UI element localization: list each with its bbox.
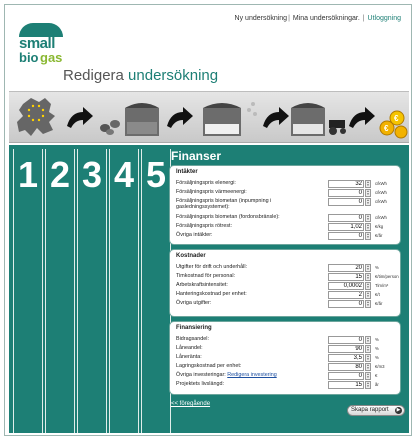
other-income-input[interactable] — [328, 232, 364, 240]
finance-form — [169, 147, 405, 429]
svg-text:€: € — [384, 124, 389, 133]
create-report-label: Skapa rapport — [351, 407, 389, 413]
field-label: Försäljningspris elenergi: — [176, 180, 236, 186]
loan-share-input[interactable] — [328, 345, 364, 353]
logo-word-small: small — [19, 35, 55, 52]
step-2[interactable]: 2 — [45, 149, 75, 433]
financing-row-grant — [176, 336, 398, 345]
field-label: Arbetskraftsintensitet: — [176, 282, 228, 288]
euro-coins-icon — [380, 111, 407, 138]
interest-rate-input[interactable] — [328, 354, 364, 362]
income-row-electricity — [176, 180, 398, 189]
biomethane-fuel-price-input[interactable] — [328, 214, 364, 222]
stepper-down-icon[interactable]: ▼ — [366, 276, 370, 280]
main-panel — [9, 145, 409, 433]
digestate-price-input[interactable] — [328, 223, 364, 231]
storage-cost-input[interactable] — [328, 363, 364, 371]
field-unit: €/tim/person — [375, 274, 399, 279]
stepper-down-icon[interactable]: ▼ — [366, 357, 370, 361]
stepper[interactable] — [365, 189, 371, 197]
stepper-up-icon[interactable]: ▲ — [366, 291, 370, 295]
svg-text:€: € — [394, 114, 399, 123]
costs-row-other — [176, 300, 398, 309]
digester-tank-icon — [125, 103, 159, 136]
stepper-up-icon[interactable]: ▲ — [366, 336, 370, 340]
field-label: Försäljningspris rötrest: — [176, 223, 233, 229]
new-survey-link[interactable]: Ny undersökning — [234, 15, 288, 22]
stepper-up-icon[interactable]: ▲ — [366, 198, 370, 202]
stepper[interactable] — [365, 291, 371, 299]
stepper-down-icon[interactable]: ▼ — [366, 183, 370, 187]
field-label: Låneandel: — [176, 345, 203, 351]
stepper-down-icon[interactable]: ▼ — [366, 294, 370, 298]
stepper[interactable] — [365, 354, 371, 362]
stepper-up-icon[interactable]: ▲ — [366, 180, 370, 184]
stepper-down-icon[interactable]: ▼ — [366, 375, 370, 379]
digester-tank-icon — [291, 103, 325, 136]
stepper-up-icon[interactable]: ▲ — [366, 372, 370, 376]
project-lifetime-input[interactable] — [328, 381, 364, 389]
stepper[interactable] — [365, 381, 371, 389]
field-unit: Tim/m³ — [375, 283, 389, 288]
stepper[interactable] — [365, 232, 371, 240]
field-unit: c/kWh — [375, 215, 387, 220]
section-title: Finanser — [171, 149, 222, 163]
field-label-text: Övriga investeringar: — [176, 372, 226, 378]
costs-row-hourly — [176, 273, 398, 282]
logo-word-bio: bio — [19, 50, 39, 65]
labour-intensity-input[interactable] — [328, 282, 364, 290]
stepper-down-icon[interactable]: ▼ — [366, 267, 370, 271]
financing-box — [169, 321, 401, 395]
maintenance-cost-input[interactable] — [328, 264, 364, 272]
page-title-part1: Redigera — [63, 67, 124, 84]
stepper-down-icon[interactable]: ▼ — [366, 226, 370, 230]
income-row-heat — [176, 189, 398, 198]
financing-row-storage — [176, 363, 398, 372]
my-surveys-link[interactable]: Mina undersökningar. — [292, 15, 360, 22]
stepper-down-icon[interactable]: ▼ — [366, 201, 370, 205]
field-unit: €/år — [375, 301, 383, 306]
income-row-biomethane-grid — [176, 198, 398, 212]
stepper[interactable] — [365, 180, 371, 188]
stepper[interactable] — [365, 282, 371, 290]
process-illustration — [9, 91, 409, 143]
costs-title: Kostnader — [176, 253, 206, 259]
income-box — [169, 165, 401, 245]
step-4[interactable]: 4 — [109, 149, 139, 433]
costs-row-labour — [176, 282, 398, 291]
stepper-down-icon[interactable]: ▼ — [366, 339, 370, 343]
field-unit: % — [375, 265, 379, 270]
arrow-right-icon: ▶ — [396, 407, 401, 413]
stepper-down-icon[interactable]: ▼ — [366, 384, 370, 388]
field-label: Projektets livslängd: — [176, 381, 224, 387]
electricity-price-input[interactable] — [328, 180, 364, 188]
stepper-up-icon[interactable]: ▲ — [366, 381, 370, 385]
digester-tank-icon — [203, 102, 257, 136]
stepper[interactable] — [365, 345, 371, 353]
page-title-part2: undersökning — [128, 67, 219, 84]
field-label: Utgifter för drift och underhåll: — [176, 264, 248, 270]
arrow-icon — [349, 107, 375, 128]
stepper-up-icon[interactable]: ▲ — [366, 214, 370, 218]
field-label: Försäljningspris biometan (fordonsbränsle): — [176, 214, 280, 220]
stepper-down-icon[interactable]: ▼ — [366, 192, 370, 196]
page-title — [63, 67, 218, 84]
stepper[interactable] — [365, 372, 371, 380]
logo-word-gas: gas — [40, 50, 63, 65]
field-unit: % — [375, 346, 379, 351]
smallbiogas-logo[interactable] — [17, 21, 77, 65]
stepper[interactable] — [365, 336, 371, 344]
tractor-icon — [329, 120, 346, 135]
field-unit: c/kWh — [375, 199, 387, 204]
stepper-up-icon[interactable]: ▲ — [366, 189, 370, 193]
field-unit: % — [375, 337, 379, 342]
field-unit: €/kg — [375, 224, 384, 229]
arrow-icon — [167, 107, 193, 128]
field-unit: €/m3 — [375, 364, 385, 369]
step-3[interactable]: 3 — [77, 149, 107, 433]
field-unit: €/t — [375, 292, 380, 297]
step-navigation — [13, 149, 165, 433]
financing-title: Finansiering — [176, 325, 212, 331]
stepper-up-icon[interactable]: ▲ — [366, 273, 370, 277]
create-report-button[interactable] — [347, 405, 405, 416]
income-row-digestate — [176, 223, 398, 232]
previous-link[interactable]: << föregående — [171, 401, 211, 407]
financing-row-lifetime — [176, 381, 398, 390]
edit-investment-link[interactable]: Redigera investering — [227, 372, 277, 378]
stepper-up-icon[interactable]: ▲ — [366, 232, 370, 236]
step-1[interactable]: 1 — [13, 149, 43, 433]
stepper-down-icon[interactable]: ▼ — [366, 366, 370, 370]
income-title: Intäkter — [176, 169, 198, 175]
stepper-up-icon[interactable]: ▲ — [366, 363, 370, 367]
field-label: Bidragsandel: — [176, 336, 209, 342]
stepper[interactable] — [365, 363, 371, 371]
costs-row-maintenance — [176, 264, 398, 273]
stepper[interactable] — [365, 214, 371, 222]
europe-map-icon — [17, 98, 55, 136]
arrow-icon — [67, 107, 93, 128]
field-label: Låneränta: — [176, 354, 202, 360]
process-svg — [9, 92, 409, 144]
biomethane-grid-price-input[interactable] — [328, 198, 364, 206]
field-unit: c/kWh — [375, 190, 387, 195]
costs-box — [169, 249, 401, 317]
field-unit: år — [375, 382, 379, 387]
stepper[interactable] — [365, 264, 371, 272]
income-row-biomethane-fuel — [176, 214, 398, 223]
stepper-down-icon[interactable]: ▼ — [366, 217, 370, 221]
handling-cost-input[interactable] — [328, 291, 364, 299]
nav-separator: | — [362, 15, 365, 22]
income-row-other — [176, 232, 398, 241]
field-label: Försäljningspris värmeenergi: — [176, 189, 247, 195]
field-unit: % — [375, 355, 379, 360]
financing-row-loan — [176, 345, 398, 354]
stepper[interactable] — [365, 198, 371, 206]
nav-separator: | — [288, 15, 290, 22]
stepper[interactable] — [365, 273, 371, 281]
other-investments-input[interactable] — [328, 372, 364, 380]
stepper-down-icon[interactable]: ▼ — [366, 285, 370, 289]
step-5[interactable]: 5 — [141, 149, 171, 433]
stepper-down-icon[interactable]: ▼ — [366, 348, 370, 352]
field-label: Övriga intäkter: — [176, 232, 213, 238]
heat-price-input[interactable] — [328, 189, 364, 197]
field-unit: € — [375, 373, 378, 378]
field-label — [176, 372, 326, 378]
field-label: Lagringskostnad per enhet: — [176, 363, 242, 369]
field-label: Hanteringskostnad per enhet: — [176, 291, 247, 297]
financing-row-interest — [176, 354, 398, 363]
stepper-up-icon[interactable]: ▲ — [366, 264, 370, 268]
stepper-up-icon[interactable]: ▲ — [366, 300, 370, 304]
stepper-down-icon[interactable]: ▼ — [366, 303, 370, 307]
costs-row-handling — [176, 291, 398, 300]
stepper-up-icon[interactable]: ▲ — [366, 223, 370, 227]
stepper-up-icon[interactable]: ▲ — [366, 282, 370, 286]
top-navigation — [235, 15, 401, 22]
field-unit: c/kWh — [375, 181, 387, 186]
feedstock-icon — [100, 120, 120, 135]
stepper[interactable] — [365, 223, 371, 231]
grant-share-input[interactable] — [328, 336, 364, 344]
stepper[interactable] — [365, 300, 371, 308]
stepper-up-icon[interactable]: ▲ — [366, 345, 370, 349]
field-unit: €/år — [375, 233, 383, 238]
other-costs-input[interactable] — [328, 300, 364, 308]
field-label: Försäljningspris biometan (inpumpning i gasledningssystemet): — [176, 198, 272, 210]
page — [4, 4, 412, 436]
logout-link[interactable]: Utloggning — [367, 15, 401, 22]
arrow-icon — [263, 107, 289, 128]
hourly-cost-input[interactable] — [328, 273, 364, 281]
stepper-up-icon[interactable]: ▲ — [366, 354, 370, 358]
field-label: Timkostnad för personal: — [176, 273, 236, 279]
field-label: Övriga utgifter: — [176, 300, 212, 306]
stepper-down-icon[interactable]: ▼ — [366, 235, 370, 239]
financing-row-other-investments — [176, 372, 398, 381]
